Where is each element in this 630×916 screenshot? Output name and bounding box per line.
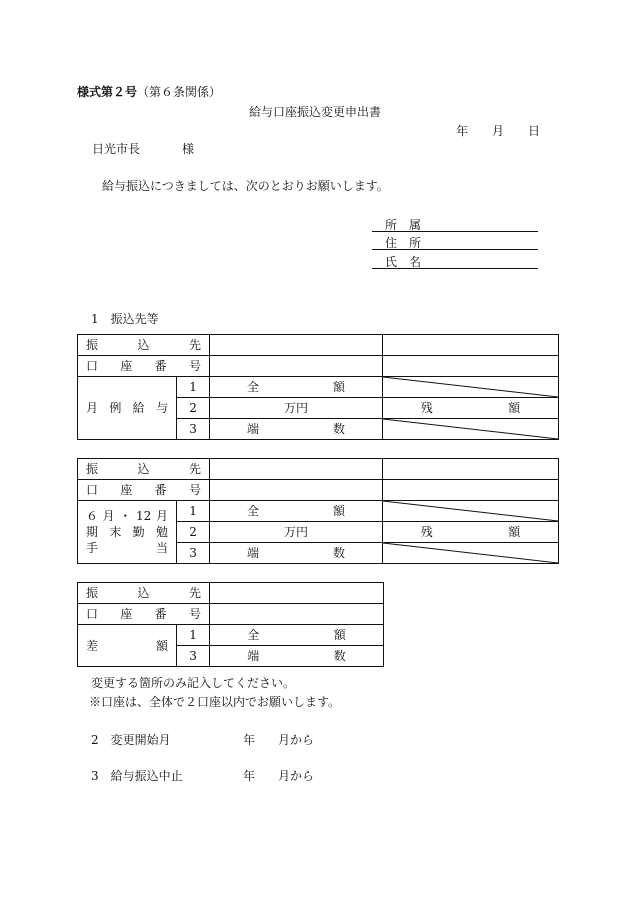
section2-title: 2 変更開始月 — [91, 733, 171, 747]
address-underline[interactable] — [372, 249, 538, 250]
date-day-label: 日 — [528, 124, 541, 138]
monthly-salary-table — [77, 334, 559, 440]
furikomisaki-input-1[interactable] — [210, 335, 383, 356]
koza-bango-input-1[interactable] — [210, 480, 383, 501]
furikomisaki-label: 振 込 先 — [78, 459, 210, 480]
furikomisaki-input-1[interactable] — [210, 459, 383, 480]
section3-title: 3 給与振込中止 — [91, 769, 183, 783]
row-number: 2 — [177, 522, 210, 543]
row-number: 1 — [177, 377, 210, 398]
koza-bango-label: 口 座 番 号 — [78, 356, 210, 377]
diagonal-cell — [383, 419, 559, 440]
koza-bango-label: 口 座 番 号 — [78, 604, 210, 625]
row-number: 3 — [177, 646, 210, 667]
section3-year-label[interactable]: 年 — [243, 769, 256, 783]
manen-cell[interactable]: 万円 — [210, 398, 383, 419]
koza-bango-input-2[interactable] — [383, 480, 559, 501]
form-number-paren: （第６条関係） — [137, 85, 222, 99]
zengaku-cell[interactable]: 全 額 — [210, 625, 384, 646]
address-label: 住 所 — [385, 236, 422, 250]
zangaku-cell[interactable]: 残 額 — [383, 522, 559, 543]
table-row — [78, 501, 559, 522]
difference-table — [77, 582, 384, 667]
table-row — [78, 583, 384, 604]
row-number: 3 — [177, 419, 210, 440]
getsurei-kyuyo-label: 月 例 給 与 — [78, 377, 177, 440]
section1-title: 1 振込先等 — [91, 312, 159, 326]
bonus-table — [77, 458, 559, 564]
zangaku-cell[interactable]: 残 額 — [383, 398, 559, 419]
row-number: 2 — [177, 398, 210, 419]
affiliation-underline[interactable] — [372, 231, 538, 232]
date-month-label: 月 — [492, 124, 505, 138]
form-number-bold: 様式第２号 — [77, 85, 138, 99]
furikomisaki-input-2[interactable] — [383, 335, 559, 356]
table-row — [78, 480, 559, 501]
zengaku-cell[interactable]: 全 額 — [210, 501, 383, 522]
zengaku-cell[interactable]: 全 額 — [210, 377, 383, 398]
koza-bango-input-1[interactable] — [210, 356, 383, 377]
row-number: 3 — [177, 543, 210, 564]
furikomisaki-input[interactable] — [210, 583, 384, 604]
diagonal-cell — [383, 501, 559, 522]
section2-year-label[interactable]: 年 — [243, 733, 256, 747]
diagonal-cell — [383, 543, 559, 564]
manen-cell[interactable]: 万円 — [210, 522, 383, 543]
bonus-label: ６ 月 ・ 12 月 期 末 勤 勉 手 当 — [78, 501, 177, 564]
note-2: ※口座は、全体で２口座以内でお願いします。 — [89, 695, 341, 709]
hasu-cell[interactable]: 端 数 — [210, 646, 384, 667]
date-year-label: 年 — [456, 124, 469, 138]
note-1: 変更する箇所のみ記入してください。 — [91, 676, 296, 690]
form-number — [77, 86, 221, 98]
koza-bango-label: 口 座 番 号 — [78, 480, 210, 501]
sagaku-label: 差 額 — [78, 625, 177, 667]
hasu-cell[interactable]: 端 数 — [210, 543, 383, 564]
furikomisaki-label: 振 込 先 — [78, 583, 210, 604]
affiliation-label: 所 属 — [385, 218, 422, 232]
hasu-cell[interactable]: 端 数 — [210, 419, 383, 440]
koza-bango-input[interactable] — [210, 604, 384, 625]
row-number: 1 — [177, 501, 210, 522]
name-label: 氏 名 — [385, 255, 422, 269]
furikomisaki-label: 振 込 先 — [78, 335, 210, 356]
honorific: 様 — [182, 142, 195, 156]
addressee: 日光市長 — [92, 142, 141, 156]
intro-text: 給与振込につきましては、次のとおりお願いします。 — [102, 179, 389, 193]
table-row — [78, 459, 559, 480]
furikomisaki-input-2[interactable] — [383, 459, 559, 480]
diagonal-cell — [383, 377, 559, 398]
name-underline[interactable] — [372, 268, 538, 269]
row-number: 1 — [177, 625, 210, 646]
table-row — [78, 604, 384, 625]
section3-month-label[interactable]: 月から — [278, 769, 315, 783]
document-title: 給与口座振込変更申出書 — [248, 105, 381, 119]
koza-bango-input-2[interactable] — [383, 356, 559, 377]
table-row — [78, 625, 384, 646]
section2-month-label[interactable]: 月から — [278, 733, 315, 747]
table-row — [78, 356, 559, 377]
table-row — [78, 335, 559, 356]
table-row — [78, 377, 559, 398]
